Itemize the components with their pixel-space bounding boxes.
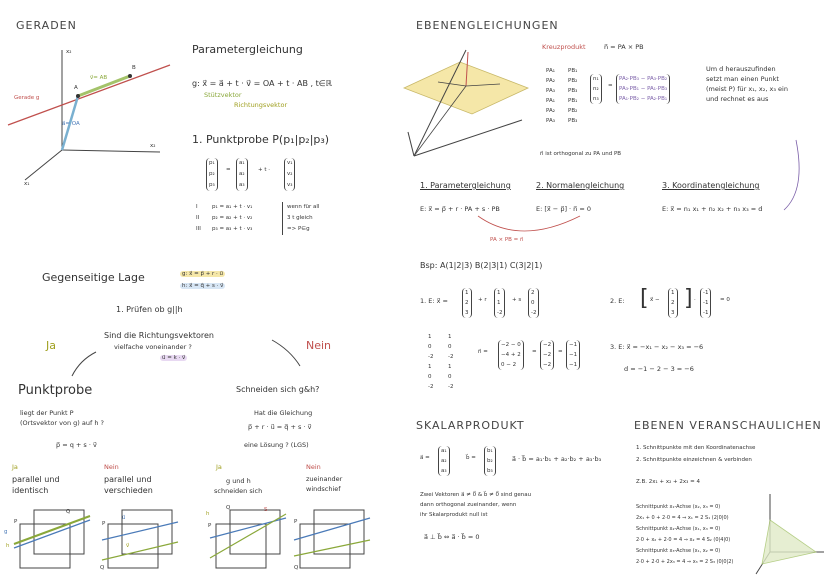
lage-h-eq: h: x⃗ = q⃗ + s · v⃗: [182, 283, 224, 289]
d-note: Um d herauszufinden setzt man einen Punkt (meist P) für x₁, x₂, x₃ ein und rechnet es aus: [706, 65, 788, 103]
case1-text2: identisch: [12, 486, 49, 495]
matrix-v: v₁ v₂ v₃: [284, 158, 295, 191]
form3-eq: E: x⃗ = n₁ x₁ + n₂ x₂ + n₃ x₃ = d: [662, 205, 763, 213]
case4-nein: Nein: [306, 463, 321, 471]
matrix-p: p₁ p₂ p₃: [206, 158, 218, 191]
case1-text1: parallel und: [12, 475, 60, 484]
lage-g-eq: g: x⃗ = p⃗ + r · u⃗: [182, 271, 224, 277]
matrix-a: a₁ a₂ a₃: [236, 158, 248, 191]
cross-note: PA × PB = n⃗: [490, 237, 524, 243]
punktprobe-eq: p⃗ = q + s · v⃗: [56, 441, 97, 449]
vector-OA-label: a⃗= OA: [62, 121, 80, 127]
calc-n2: −2 −2 −2: [540, 340, 554, 370]
case2-text2: verschieden: [104, 486, 153, 495]
axis-label-x2-top: x₂: [66, 49, 72, 55]
bsp3-d: d = −1 − 2 − 3 = −6: [624, 365, 694, 373]
case3-label-Q: Q: [226, 505, 231, 511]
case2-text1: parallel und: [104, 475, 152, 484]
form2-title: 2. Normalengleichung: [536, 181, 625, 190]
case4-label-P: P: [294, 519, 298, 525]
case3-text2: schneiden sich: [214, 487, 263, 495]
axis-label-x1: x₁: [24, 181, 30, 187]
bsp1-plus-r: + r: [478, 297, 487, 303]
case2-label-v: v⃗: [126, 543, 130, 549]
kreuz-eq-sign: =: [608, 83, 613, 89]
bsp2-m2: -1 -1 -1: [700, 288, 711, 318]
matrix-eq-sign: =: [226, 167, 231, 173]
case3-text1: g und h: [226, 477, 251, 485]
kreuz-result-vec: PA₂·PB₃ − PA₃·PB₂ PA₃·PB₁ − PA₁·PB₃ PA₁·PB₂ − PA₂·PB₁: [616, 74, 670, 104]
case4-label-Q: Q: [294, 565, 299, 571]
schneiden-q3: eine Lösung ? (LGS): [244, 441, 309, 449]
kreuzprodukt-eq: n⃗ = PA × PB: [604, 43, 644, 51]
axis-label-x2-right: x₂: [150, 143, 156, 149]
bsp2-bracket: [: [640, 286, 649, 311]
veransch-zb: Z.B. 2x₁ + x₂ + 2x₃ = 4: [636, 479, 700, 485]
plane-axes-diagram: [756, 490, 826, 580]
case3-label-P: P: [208, 523, 212, 529]
case1-label-h: h: [6, 543, 10, 549]
case4-text1: zueinander: [306, 475, 343, 483]
bsp1-m2: 1 1 -2: [494, 288, 505, 318]
richtungsvektor-label: Richtungsvektor: [234, 101, 288, 109]
section-title-veranschaulichen: EBENEN VERANSCHAULICHEN: [634, 419, 822, 432]
bsp1-m3: 2 0 -2: [528, 288, 539, 318]
skalar-eq: a⃗ · b⃗ = a₁·b₁ + a₂·b₂ + a₃·b₃: [512, 455, 602, 463]
case2-label-Q: Q: [100, 565, 105, 571]
calc-eq3: =: [558, 349, 563, 355]
bsp2-m1: 1 2 3: [668, 288, 678, 318]
lage-question2: vielfache voneinander ?: [114, 343, 192, 351]
lage-nein: Nein: [306, 339, 332, 352]
section-title-ebenengleichungen: EBENENGLEICHUNGEN: [416, 19, 559, 32]
component-rows: p₁ = a₁ + t · v₁ p₂ = a₂ + t · v₂ p₃ = a₃ + t · v₃: [212, 204, 253, 232]
case3-label-h: h: [206, 511, 210, 517]
case3-ja: Ja: [216, 463, 222, 471]
skalar-b-label: b⃗ =: [466, 455, 476, 461]
kreuz-orthogonal-note: n⃗ ist orthogonal zu PA und PB: [540, 151, 622, 157]
parametergleichung-title: Parametergleichung: [192, 43, 303, 56]
bsp-line: Bsp: A(1|2|3) B(2|3|1) C(3|2|1): [420, 261, 543, 270]
vector-AB-label: v⃗= AB: [90, 75, 108, 81]
section-title-geraden: GERADEN: [16, 19, 77, 32]
case1-ja: Ja: [12, 463, 18, 471]
bsp3-eq: 3. E: x⃗ = −x₁ − x₂ − x₃ = −6: [610, 343, 704, 351]
punktprobe-heading: Punktprobe: [18, 383, 93, 398]
punktprobe-q2: (Ortsvektor von g) auf h ?: [20, 419, 104, 427]
case1-label-P: P: [14, 519, 18, 525]
calc-eq2: =: [532, 349, 537, 355]
punktprobe-q1: liegt der Punkt P: [20, 409, 74, 417]
calc-n3: −1 −1 −1: [566, 340, 580, 370]
case2-nein: Nein: [104, 463, 119, 471]
form2-eq: E: [x⃗ − p⃗] · n⃗ = 0: [536, 205, 592, 213]
calc-n1: −2 − 0 −4 + 2 0 − 2: [498, 340, 524, 370]
veransch-l1: 1. Schnittpunkte mit den Koordinatenachse: [636, 445, 756, 451]
skalar-text: Zwei Vektoren a⃗ ≠ 0⃗ & b⃗ ≠ 0⃗ sind genau dann orthogonal zueinander, wenn ihr Skalarprodukt null ist: [420, 492, 532, 518]
kreuzprodukt-title: Kreuzprodukt: [542, 43, 586, 51]
bsp2-eq-zero: = 0: [720, 297, 730, 303]
form3-title: 3. Koordinatengleichung: [662, 181, 760, 190]
lage-question1: Sind die Richtungsvektoren: [104, 331, 214, 340]
bsp2-bracket-close: ]: [684, 286, 693, 311]
calc-n-eq: n⃗ =: [478, 349, 488, 355]
roman-numerals: I II III: [196, 204, 201, 232]
bsp2-x-minus: x⃗ −: [650, 297, 660, 303]
bsp1-m1: 1 2 3: [462, 288, 472, 318]
case1-label-g: g: [4, 529, 8, 535]
point-A-label: A: [74, 85, 78, 91]
lage-step1: 1. Prüfen ob g||h: [116, 305, 183, 314]
kreuz-n-vec: n₁ n₂ n₃: [590, 74, 602, 104]
section-title-skalarprodukt: SKALARPRODUKT: [416, 419, 525, 432]
skalar-a-label: a⃗ =: [420, 455, 430, 461]
form1-title: 1. Parametergleichung: [420, 181, 511, 190]
lage-uv: u⃗ = k · v⃗: [162, 355, 186, 361]
line-g-label: Gerade g: [14, 95, 40, 101]
matrix-plus-t: + t ·: [258, 167, 271, 173]
case1-label-Q: Q: [66, 509, 71, 515]
skalar-eq2: a⃗ ⊥ b⃗ ⇔ a⃗ · b⃗ = 0: [424, 533, 480, 541]
kreuz-left-col: PA₁ PA₂ PA₃ PA₁ PA₂ PA₃: [546, 68, 555, 124]
schneiden-q2: p⃗ + r · u⃗ = q⃗ + s · v⃗: [248, 423, 312, 431]
case2-label-u: u⃗: [122, 515, 126, 521]
case3-label-S: S: [264, 507, 268, 513]
parametergleichung-equation: g: x⃗ = a⃗ + t · v⃗ = OA + t · AB , t∈ℝ: [192, 79, 333, 88]
bsp1-label: 1. E: x⃗ =: [420, 297, 448, 305]
veransch-l2: 2. Schnittpunkte einzeichnen & verbinden: [636, 457, 752, 463]
case2-label-P: P: [102, 521, 106, 527]
case4-text2: windschief: [306, 485, 341, 493]
schneiden-q1: Hat die Gleichung: [254, 409, 313, 417]
lage-ja: Ja: [46, 339, 56, 352]
stuetzvektor-label: Stützvektor: [204, 91, 242, 99]
punktprobe-title: 1. Punktprobe P(p₁|p₂|p₃): [192, 133, 330, 146]
point-B-label: B: [132, 65, 136, 71]
veransch-rows: Schnittpunkt x₁-Achse (x₂, x₃ = 0) 2x₁ + 0 + 2·0 = 4 ⇒ x₁ = 2 S₁ (2|0|0) Schnittpunkt x₂-Achse (x₁, x₃ = 0) 2·0 + x₂ + 2·0 = 4 ⇒ x₂ = 4 S₂ (0|4|0) Schnittpunkt x₃-Achse (x₁, x₂ = 0) 2·0 + 2·0 + 2x₃ = 4 ⇒ x₃ = 2 S₃ (0|0|2): [636, 504, 734, 565]
skalar-b-vec: b₁ b₂ b₃: [484, 446, 496, 476]
bsp2-dot: ·: [694, 297, 696, 303]
bsp2-label: 2. E:: [610, 297, 625, 305]
form1-eq: E: x⃗ = p⃗ + r · PA + s · PB: [420, 205, 500, 213]
bsp1-plus-s: + s: [512, 297, 522, 303]
skalar-a-vec: a₁ a₂ a₃: [438, 446, 450, 476]
calc-col2: 1 0 -2 1 0 -2: [448, 334, 454, 390]
lage-title: Gegenseitige Lage: [42, 271, 145, 284]
calc-col1: 1 0 -2 1 0 -2: [428, 334, 434, 390]
schneiden-heading: Schneiden sich g&h?: [236, 385, 320, 394]
kreuz-right-col: PB₁ PB₂ PB₃ PB₁ PB₂ PB₃: [568, 68, 578, 124]
component-condition: wenn für all 3 t gleich => P∈g: [282, 202, 319, 235]
